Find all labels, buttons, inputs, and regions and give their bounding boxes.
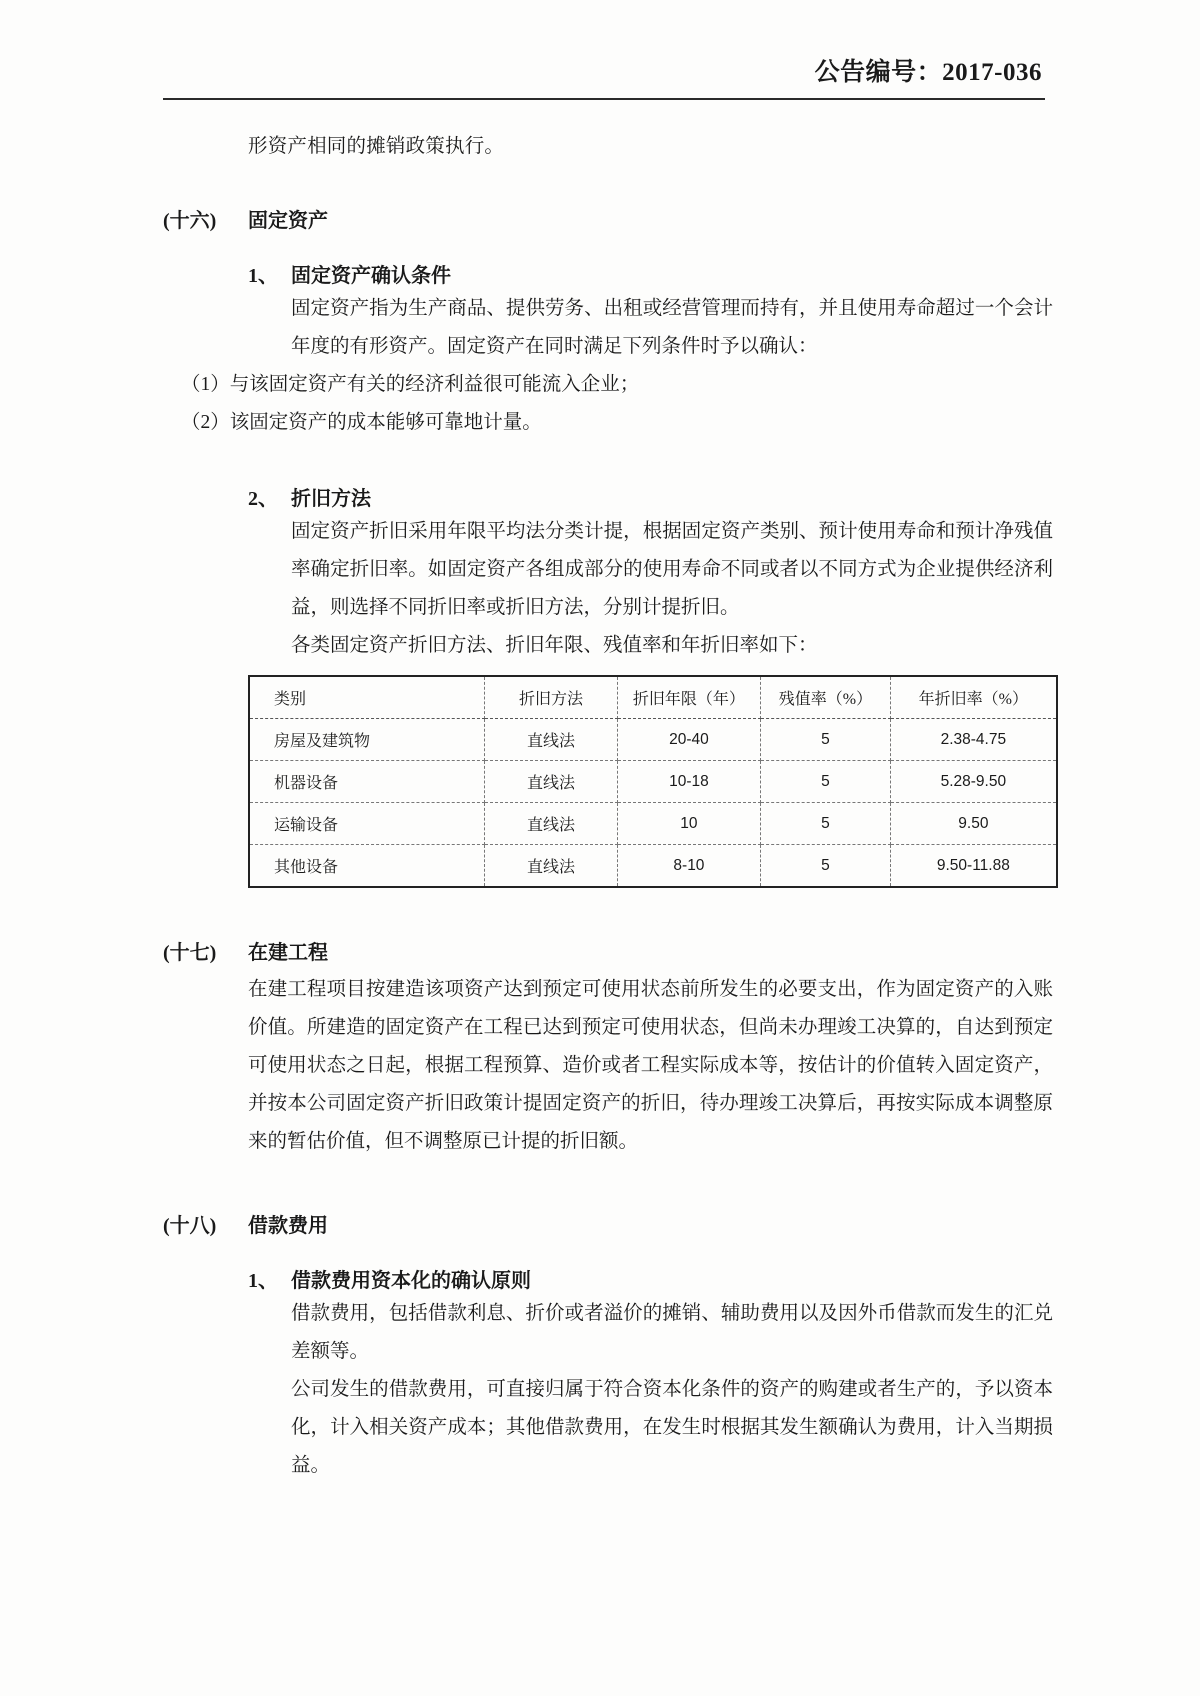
cell-category: 房屋及建筑物: [249, 719, 485, 761]
subsection-16-2-paragraph-1: 固定资产折旧采用年限平均法分类计提，根据固定资产类别、预计使用寿命和预计净残值率确定折旧率。如固定资产各组成部分的使用寿命不同或者以不同方式为企业提供经济利益，则选择不同折旧率或折旧方法，分别计提折旧。: [291, 521, 1053, 618]
subsection-18-1-paragraph-2: 公司发生的借款费用，可直接归属于符合资本化条件的资产的购建或者生产的，予以资本化，计入相关资产成本；其他借款费用，在发生时根据其发生额确认为费用，计入当期损益。: [291, 1379, 1053, 1476]
depreciation-table: [248, 675, 1058, 888]
table-header-method: 折旧方法: [485, 676, 617, 719]
table-row: [249, 845, 1057, 888]
subsection-number-16-1: 1、: [248, 265, 278, 287]
cell-residual-rate: 5: [761, 761, 890, 803]
cell-category: 运输设备: [249, 803, 485, 845]
subsection-16-2-paragraph-2: 各类固定资产折旧方法、折旧年限、残值率和年折旧率如下：: [291, 635, 818, 656]
header-divider: [163, 98, 1045, 100]
cell-years: 20-40: [617, 719, 761, 761]
cell-method: 直线法: [485, 845, 617, 888]
cell-category: 其他设备: [249, 845, 485, 888]
subsection-heading-16-2: [248, 482, 1053, 511]
document-body: [163, 128, 1053, 1485]
subsection-heading-18-1: [248, 1264, 1053, 1293]
cell-years: 10: [617, 803, 761, 845]
section-title-18: 借款费用: [248, 1215, 328, 1237]
subsection-title-18-1: 借款费用资本化的确认原则: [291, 1270, 531, 1292]
cell-years: 10-18: [617, 761, 761, 803]
cell-residual-rate: 5: [761, 719, 890, 761]
subsection-number-16-2: 2、: [248, 488, 278, 510]
subsection-16-1-paragraph-3: （2）该固定资产的成本能够可靠地计量。: [181, 412, 542, 433]
subsection-16-1-paragraph-1: 固定资产指为生产商品、提供劳务、出租或经营管理而持有，并且使用寿命超过一个会计年度的有形资产。固定资产在同时满足下列条件时予以确认：: [291, 298, 1053, 357]
cell-years: 8-10: [617, 845, 761, 888]
cell-category: 机器设备: [249, 761, 485, 803]
table-header-years: 折旧年限（年）: [617, 676, 761, 719]
cell-annual-rate: 9.50: [890, 803, 1057, 845]
cell-annual-rate: 9.50-11.88: [890, 845, 1057, 888]
cell-annual-rate: 5.28-9.50: [890, 761, 1057, 803]
table-row: [249, 719, 1057, 761]
section-heading-18: [163, 1209, 1053, 1238]
section-number-16: (十六): [163, 210, 217, 232]
subsection-heading-16-1: [248, 259, 1053, 288]
cell-method: 直线法: [485, 719, 617, 761]
subsection-title-16-2: 折旧方法: [291, 488, 371, 510]
cell-residual-rate: 5: [761, 845, 890, 888]
subsection-18-1-paragraph-1: 借款费用，包括借款利息、折价或者溢价的摊销、辅助费用以及因外币借款而发生的汇兑差额等。: [291, 1303, 1053, 1362]
subsection-number-18-1: 1、: [248, 1270, 278, 1292]
cell-residual-rate: 5: [761, 803, 890, 845]
table-row: [249, 761, 1057, 803]
section-number-17: (十七): [163, 942, 217, 964]
table-header-row: [249, 676, 1057, 719]
section-title-16: 固定资产: [248, 210, 328, 232]
cell-method: 直线法: [485, 761, 617, 803]
continuation-paragraph: 形资产相同的摊销政策执行。: [248, 136, 505, 157]
section-17-paragraph-1: 在建工程项目按建造该项资产达到预定可使用状态前所发生的必要支出，作为固定资产的入账价值。所建造的固定资产在工程已达到预定可使用状态，但尚未办理竣工决算的，自达到预定可使用状态之日起，根据工程预算、造价或者工程实际成本等，按估计的价值转入固定资产，并按本公司固定资产折旧政策计提固定资产的折旧，待办理竣工决算后，再按实际成本调整原来的暂估价值，但不调整原已计提的折旧额。: [248, 979, 1053, 1152]
table-header-annual-rate: 年折旧率（%）: [890, 676, 1057, 719]
table-header-category: 类别: [249, 676, 485, 719]
section-heading-16: [163, 204, 1053, 233]
section-number-18: (十八): [163, 1215, 217, 1237]
cell-annual-rate: 2.38-4.75: [890, 719, 1057, 761]
table-row: [249, 803, 1057, 845]
section-heading-17: [163, 936, 1053, 965]
section-title-17: 在建工程: [248, 942, 328, 964]
subsection-16-1-paragraph-2: （1）与该固定资产有关的经济利益很可能流入企业；: [181, 374, 640, 395]
page-header-announcement-number: 公告编号：2017-036: [814, 59, 1042, 86]
subsection-title-16-1: 固定资产确认条件: [291, 265, 451, 287]
table-header-residual-rate: 残值率（%）: [761, 676, 890, 719]
cell-method: 直线法: [485, 803, 617, 845]
